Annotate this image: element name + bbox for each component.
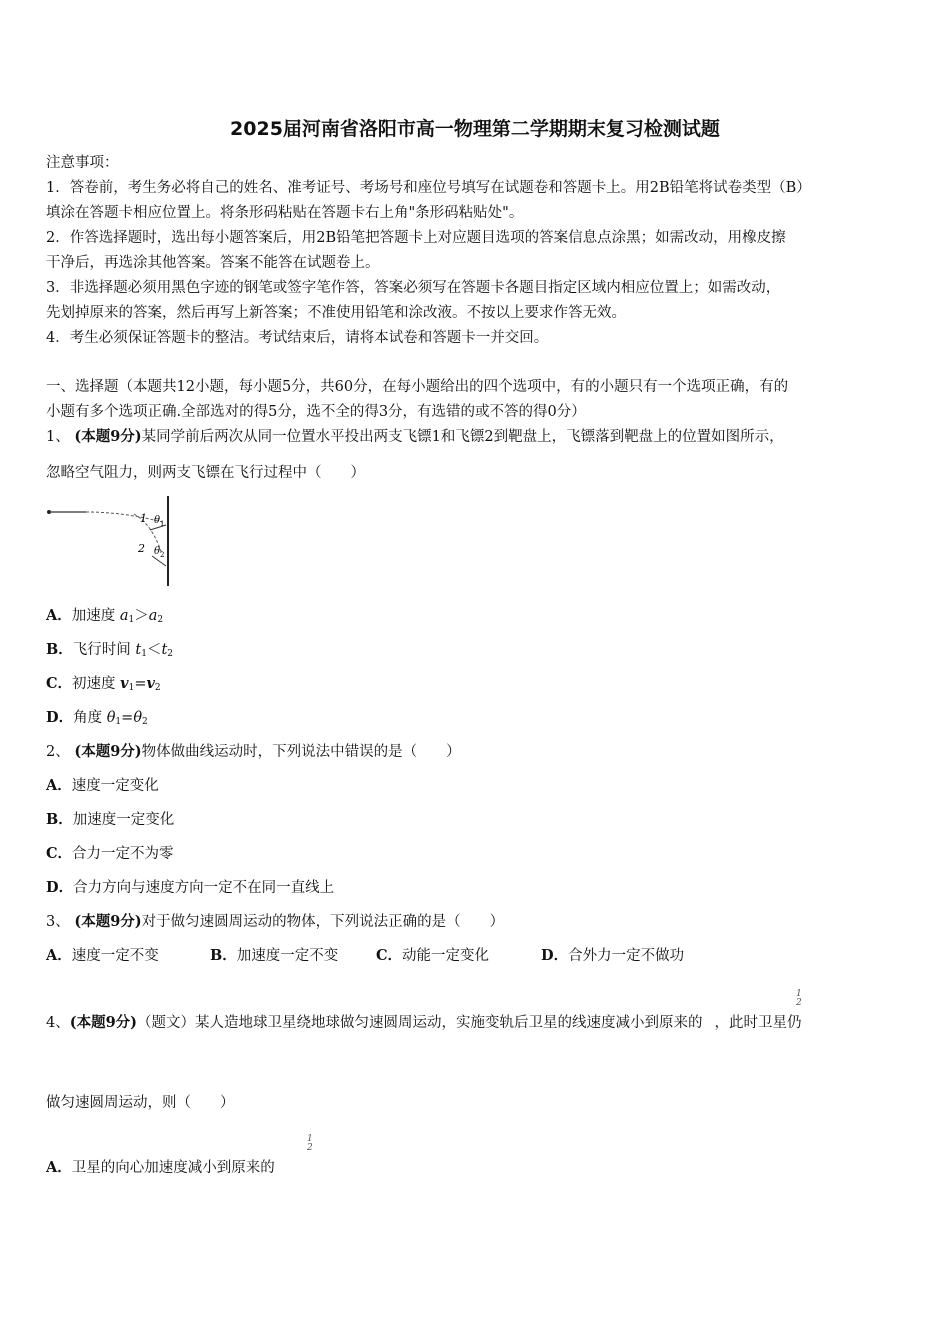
q3-score: (本题9分) — [74, 913, 142, 930]
q2-option-c — [46, 844, 174, 864]
q1-b-var-2: t — [161, 642, 168, 658]
q4-option-a — [46, 1158, 275, 1178]
q1-number: 1、 — [46, 429, 70, 445]
notice-line-2: 填涂在答题卡相应位置上。将条形码粘贴在答题卡右上角"条形码粘贴处"。 — [46, 205, 524, 221]
q4-fraction-denominator: 2 — [796, 998, 802, 1008]
q1-text-2: 忽略空气阻力，则两支飞镖在飞行过程中（ ） — [46, 465, 365, 481]
q3-option-d — [541, 946, 684, 966]
q1-option-c — [46, 674, 161, 698]
question-3 — [46, 912, 504, 932]
q4-fraction-half — [796, 990, 802, 1008]
q1-option-d — [46, 708, 148, 732]
q1-option-a-letter: A． — [46, 607, 72, 624]
q2-option-b-text: 加速度一定变化 — [72, 812, 175, 828]
question-4 — [46, 1013, 802, 1033]
q1-option-b-letter: B． — [46, 641, 73, 658]
page-title: 2025届河南省洛阳市高一物理第二学期期末复习检测试题 — [230, 118, 720, 140]
q1-c-sub-1: 1 — [128, 683, 135, 693]
q2-option-d — [46, 878, 334, 898]
q1-score: (本题9分) — [74, 428, 142, 445]
q3-option-a-text: 速度一定不变 — [71, 948, 159, 964]
q2-option-c-text: 合力一定不为零 — [72, 846, 174, 862]
q1-a-operator: ＞ — [134, 608, 149, 624]
notice-heading: 注意事项： — [46, 155, 119, 171]
section-header-line-2: 小题有多个选项正确.全部选对的得5分，选不全的得3分，有选错的或不答的得0分） — [46, 404, 586, 420]
q2-option-c-letter: C． — [46, 845, 73, 862]
q3-option-a — [46, 946, 159, 966]
question-2 — [46, 742, 461, 762]
q1-option-d-letter: D． — [46, 709, 74, 726]
q2-option-a — [46, 776, 159, 796]
q1-d-operator: = — [121, 710, 134, 726]
q1-a-sub-2: 2 — [157, 615, 164, 625]
q2-option-a-letter: A． — [46, 777, 72, 794]
q4-text-1a: （题文）某人造地球卫星绕地球做匀速圆周运动，实施变轨后卫星的线速度减小到原来的 — [137, 1015, 703, 1031]
q1-b-var-1: t — [135, 642, 142, 658]
q1-d-sub-2: 2 — [142, 717, 148, 727]
q1-c-var-2: v — [146, 675, 155, 692]
theta-1-sub: 1 — [160, 520, 165, 528]
q3-option-b-text: 加速度一定不变 — [236, 948, 339, 964]
q1-d-var-2: θ — [133, 710, 143, 726]
q4-option-a-text: 卫星的向心加速度减小到原来的 — [71, 1160, 275, 1176]
theta-2-sub: 2 — [160, 551, 165, 559]
q1-c-var-1: v — [120, 675, 129, 692]
q1-a-var-2: a — [148, 608, 158, 624]
q1-option-a — [46, 606, 163, 630]
q2-number: 2、 — [46, 744, 70, 760]
q1-d-sub-1: 1 — [115, 717, 122, 727]
dart-label-2: 2 — [138, 542, 145, 555]
q2-option-d-letter: D． — [46, 879, 74, 896]
q1-a-var-1: a — [119, 608, 129, 624]
q1-option-a-text: 加速度 — [71, 608, 116, 624]
q4-number: 4、 — [46, 1015, 70, 1031]
notice-line-7: 4．考生必须保证答题卡的整洁。考试结束后，请将本试卷和答题卡一并交回。 — [46, 330, 549, 346]
q1-c-operator: = — [134, 676, 147, 692]
q3-option-c-letter: C． — [376, 947, 403, 964]
q1-option-c-text: 初速度 — [72, 676, 116, 692]
q4-score: (本题9分) — [69, 1014, 138, 1031]
q3-option-a-letter: A． — [46, 947, 72, 964]
notice-line-1: 1．答卷前，考生务必将自己的姓名、准考证号、考场号和座位号填写在试题卷和答题卡上。用2B铅笔将试卷类型（B） — [46, 180, 811, 196]
q2-text: 物体做曲线运动时，下列说法中错误的是（ ） — [141, 744, 461, 760]
notice-line-5: 3．非选择题必须用黑色字迹的钢笔或签字笔作答，答案必须写在答题卡各题目指定区域内相应位置上；如需改动， — [46, 280, 781, 296]
theta-2-symbol: θ — [154, 546, 161, 557]
q2-option-a-text: 速度一定变化 — [71, 778, 159, 794]
q3-option-c — [376, 946, 489, 966]
q3-option-b — [210, 946, 338, 966]
q1-a-sub-1: 1 — [128, 615, 135, 625]
q1-option-b — [46, 640, 173, 664]
q2-option-d-text: 合力方向与速度方向一定不在同一直线上 — [73, 880, 335, 896]
q4-option-a-letter: A． — [46, 1159, 72, 1176]
q2-score: (本题9分) — [74, 743, 142, 760]
q1-c-sub-2: 2 — [154, 683, 161, 693]
dart-label-1: 1 — [140, 512, 147, 525]
q4-fraction-numerator: 1 — [796, 989, 802, 999]
q4-option-a-fraction-numerator: 1 — [307, 1134, 313, 1144]
notice-line-6: 先划掉原来的答案，然后再写上新答案；不准使用铅笔和涂改液。不按以上要求作答无效。 — [46, 305, 626, 321]
q4-option-a-fraction-denominator: 2 — [307, 1143, 313, 1153]
q3-number: 3、 — [46, 914, 70, 930]
q1-option-d-text: 角度 — [73, 710, 103, 726]
q3-text: 对于做匀速圆周运动的物体，下列说法正确的是（ ） — [141, 914, 505, 930]
q2-option-b-letter: B． — [46, 811, 73, 828]
q1-b-sub-2: 2 — [167, 649, 173, 659]
question-1 — [46, 427, 784, 447]
q1-option-b-text: 飞行时间 — [72, 642, 131, 658]
notice-line-4: 干净后，再选涂其他答案。答案不能答在试题卷上。 — [46, 255, 380, 271]
q3-option-d-letter: D． — [541, 947, 569, 964]
q3-option-d-text: 合外力一定不做功 — [568, 948, 685, 964]
section-header-line-1: 一、选择题（本题共12小题，每小题5分，共60分，在每小题给出的四个选项中，有的小题只有一个选项正确，有的 — [46, 379, 789, 395]
q4-text-1b: ，此时卫星仍 — [714, 1015, 802, 1031]
notice-line-3: 2．作答选择题时，选出每小题答案后，用2B铅笔把答题卡上对应题目选项的答案信息点涂黑；如需改动，用橡皮擦 — [46, 230, 786, 246]
q4-text-2: 做匀速圆周运动，则（ ） — [46, 1095, 235, 1111]
q1-d-var-1: θ — [106, 710, 116, 726]
dart-board-figure — [44, 494, 174, 588]
q1-text-1: 某同学前后两次从同一位置水平投出两支飞镖1和飞镖2到靶盘上，飞镖落到靶盘上的位置如图所示， — [141, 429, 784, 445]
theta-1-symbol: θ — [154, 515, 161, 526]
q1-b-sub-1: 1 — [141, 649, 147, 659]
trajectory-1 — [86, 512, 162, 522]
q2-option-b — [46, 810, 174, 830]
q3-option-c-text: 动能一定变化 — [402, 948, 490, 964]
q1-option-c-letter: C． — [46, 675, 73, 692]
q1-b-operator: ＜ — [146, 642, 162, 658]
q3-option-b-letter: B． — [210, 947, 237, 964]
q4-option-a-fraction-half — [307, 1135, 313, 1153]
